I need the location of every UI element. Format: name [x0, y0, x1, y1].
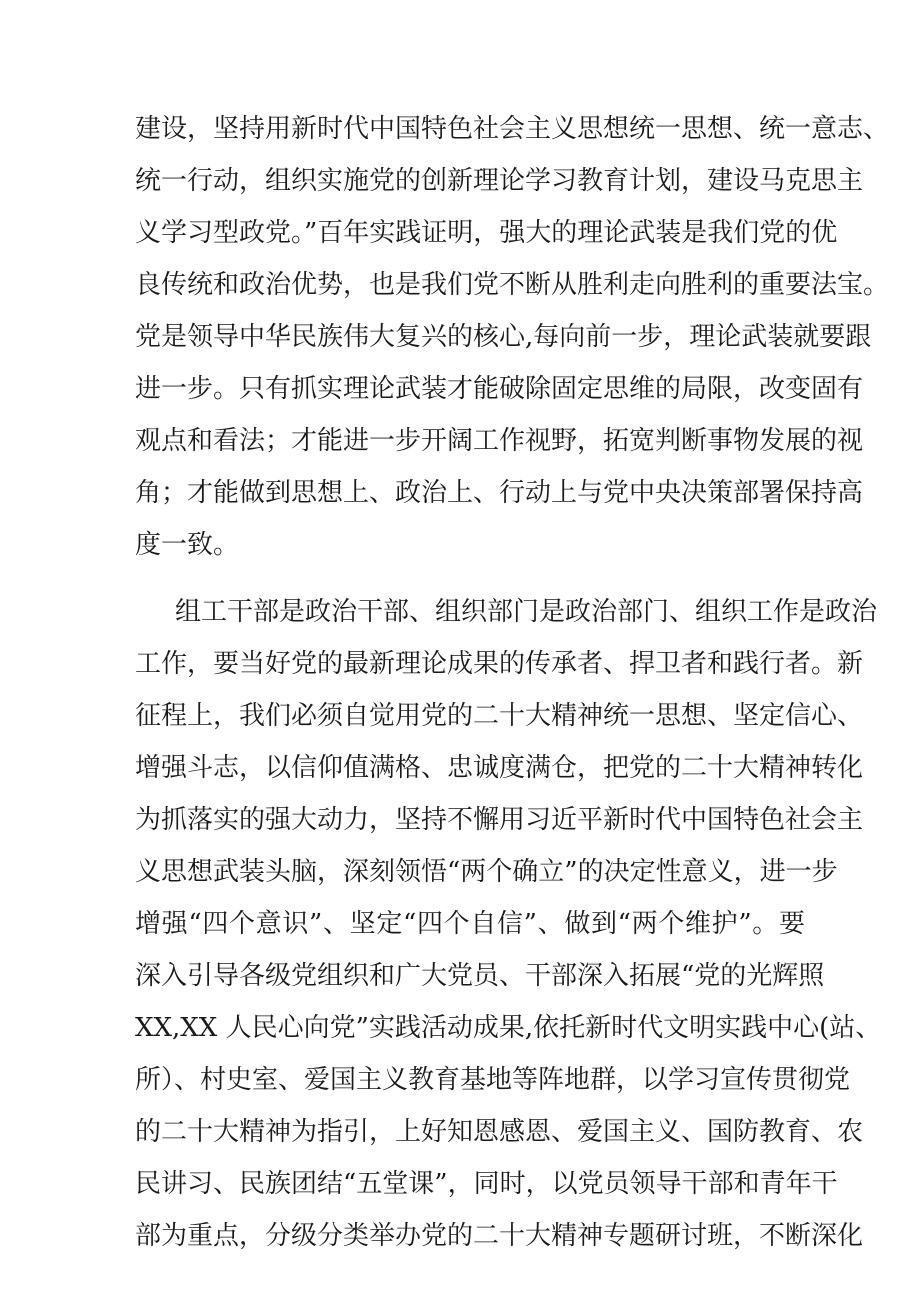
paragraph-1-line: 角；才能做到思想上、政治上、行动上与党中央决策部署保持高	[135, 478, 864, 508]
paragraph-2-line: 工作，要当好党的最新理论成果的传承者、捍卫者和践行者。新	[135, 649, 864, 679]
paragraph-2-line: 征程上，我们必须自觉用党的二十大精神统一思想、坚定信心、	[135, 701, 864, 731]
paragraph-1-line: 党是领导中华民族伟大复兴的核心,每向前一步，理论武装就要跟	[135, 322, 872, 352]
paragraph-2-line: 深入引导各级党组织和广大党员、干部深入拓展“党的光辉照	[135, 961, 825, 991]
paragraph-2-line: 部为重点，分级分类举办党的二十大精神专题研讨班，不断深化	[135, 1221, 864, 1251]
paragraph-2-line: 民讲习、民族团结“五堂课”，同时，以党员领导干部和青年干	[135, 1169, 838, 1199]
paragraph-2-line: 义思想武装头脑，深刻领悟“两个确立”的决定性意义，进一步	[135, 857, 838, 887]
paragraph-2-line: 为抓落实的强大动力，坚持不懈用习近平新时代中国特色社会主	[135, 805, 864, 835]
paragraph-2-first-line: 组工干部是政治干部、组织部门是政治部门、组织工作是政治	[175, 597, 878, 627]
paragraph-2-line: 所）、村史室、爱国主义教育基地等阵地群，以学习宣传贯彻党	[135, 1065, 851, 1095]
paragraph-1-line: 建设，坚持用新时代中国特色社会主义思想统一思想、统一意志、	[135, 114, 890, 144]
paragraph-1-line-last: 度一致。	[135, 530, 240, 560]
paragraph-1-line: 良传统和政治优势，也是我们党不断从胜利走向胜利的重要法宝。	[135, 270, 890, 300]
paragraph-2-line: 增强“四个意识”、坚定“四个自信”、做到“两个维护”。要	[135, 909, 805, 939]
paragraph-2-line: XX,XX 人民心向党”实践活动成果,依托新时代文明实践中心(站、	[135, 1013, 882, 1043]
paragraph-1-line: 观点和看法；才能进一步开阔工作视野，拓宽判断事物发展的视	[135, 426, 864, 456]
paragraph-1-line: 统一行动，组织实施党的创新理论学习教育计划，建设马克思主	[135, 166, 864, 196]
paragraph-1-line: 义学习型政党。”百年实践证明，强大的理论武装是我们党的优	[135, 218, 838, 248]
paragraph-2-line: 增强斗志，以信仰值满格、忠诚度满仓，把党的二十大精神转化	[135, 753, 864, 783]
paragraph-1-line: 进一步。只有抓实理论武装才能破除固定思维的局限，改变固有	[135, 374, 864, 404]
paragraph-2-line: 的二十大精神为指引，上好知恩感恩、爱国主义、国防教育、农	[135, 1117, 864, 1147]
